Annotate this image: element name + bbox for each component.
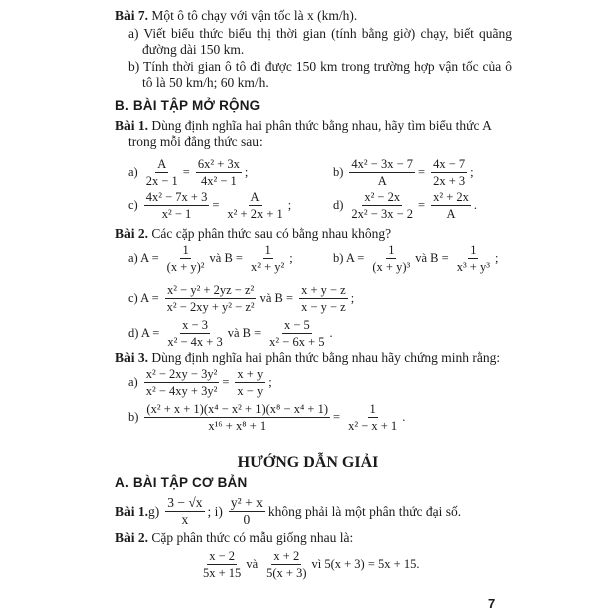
punctuation: ; — [287, 198, 292, 212]
item-label: c) A = — [128, 291, 159, 305]
numerator: x + y — [237, 367, 264, 381]
ex2b — [333, 243, 501, 274]
numerator: x + 2 — [273, 549, 300, 563]
ex3a — [128, 367, 275, 398]
conjunction: và B = — [259, 291, 294, 305]
numerator: x − 3 — [182, 318, 208, 332]
solution-2-expr: $\frac{x - 2}{5x + 15}$ và $\frac{x + 2}{5(x + 3)}$ vì 5(x + 3) = 5x + 15. — [203, 549, 420, 580]
numerator: 4x − 7 — [433, 157, 466, 171]
item-label: d) — [333, 198, 344, 212]
denominator: 4x² − 1 — [200, 174, 237, 188]
denominator: x³ + y³ — [456, 260, 490, 274]
punctuation: . — [473, 198, 478, 212]
page-number: 7 — [488, 596, 496, 611]
fraction-right — [235, 367, 265, 398]
fraction-left — [144, 157, 180, 188]
conjunction: và B = — [415, 251, 449, 265]
fraction-right — [225, 190, 284, 221]
denominator: x — [181, 512, 189, 527]
item-label: b) A = — [333, 251, 365, 265]
equals-sign: = — [333, 410, 341, 424]
item-label: a) — [128, 165, 138, 179]
numerator: A — [250, 190, 260, 204]
section-heading-b: B. BÀI TẬP MỞ RỘNG — [115, 98, 261, 113]
ex3b — [128, 402, 408, 433]
ext-exercise-1: Bài 1. Dùng định nghĩa hai phân thức bằng nhau, hãy tìm biểu thức A — [115, 118, 492, 133]
denominator: A — [446, 207, 456, 221]
denominator: x² − x + 1 — [348, 419, 398, 433]
denominator: x² + y² — [250, 260, 285, 274]
ex1b — [333, 157, 477, 188]
solutions-title: HƯỚNG DẪN GIẢI — [237, 454, 379, 471]
conjunction: và B = — [227, 326, 262, 340]
equals-sign: = — [418, 198, 426, 212]
fraction-left — [165, 283, 257, 314]
fraction — [201, 549, 243, 580]
ex1d — [333, 190, 480, 221]
numerator: x² + 2x — [433, 190, 469, 204]
denominator: x² − 1 — [161, 207, 192, 221]
denominator: 2x − 1 — [145, 174, 178, 188]
ext-exercise-3: Bài 3. Dùng định nghĩa hai phân thức bằng nhau hãy chứng minh rằng: — [115, 350, 501, 365]
item-label: b) — [128, 410, 139, 424]
punctuation: ; — [494, 251, 499, 265]
exercise-7a: a) Viết biểu thức biểu thị thời gian (tính bằng giờ) chạy, biết quãng đường dài 150 km. — [128, 26, 512, 57]
item-label: b) — [333, 165, 344, 179]
numerator: 1 — [182, 243, 189, 257]
fraction — [165, 496, 204, 527]
fraction-right — [346, 402, 399, 433]
item-label: a) — [128, 375, 138, 389]
ex2a — [128, 243, 296, 274]
punctuation: ; — [244, 165, 249, 179]
fraction-left — [144, 367, 220, 398]
denominator: (x + y)² — [166, 260, 205, 274]
item-label: d) A = — [128, 326, 160, 340]
denominator: x² − 4x + 3 — [167, 335, 223, 349]
ext-exercise-1-cont: trong mỗi đẳng thức sau: — [128, 134, 263, 149]
fraction-left — [144, 402, 330, 433]
fraction — [264, 549, 308, 580]
fraction-left — [349, 157, 415, 188]
fraction-left — [165, 243, 207, 274]
numerator: 1 — [470, 243, 477, 257]
denominator: (x + y)³ — [372, 260, 411, 274]
denominator: x² − 6x + 5 — [269, 335, 325, 349]
numerator: 4x² − 7x + 3 — [145, 190, 208, 204]
fraction-left — [370, 243, 412, 274]
punctuation: ; — [268, 375, 272, 389]
numerator: x + y − z — [301, 283, 346, 297]
denominator: 5x + 15 — [203, 566, 242, 580]
denominator: 0 — [243, 512, 251, 527]
ex2c — [128, 283, 357, 314]
ex1a — [128, 157, 251, 188]
fraction-right — [299, 283, 348, 314]
item-label: a) A = — [128, 251, 159, 265]
equals-sign: = — [222, 375, 230, 389]
denominator: 5(x + 3) — [266, 566, 307, 580]
punctuation: . — [329, 326, 333, 340]
denominator: 2x + 3 — [433, 174, 466, 188]
fraction — [229, 496, 265, 527]
fraction-right — [249, 243, 286, 274]
numerator: 6x² + 3x — [197, 157, 240, 171]
numerator: (x² + x + 1)(x⁴ − x² + 1)(x⁸ − x⁴ + 1) — [146, 402, 329, 416]
numerator: 1 — [388, 243, 395, 257]
conjunction: và B = — [209, 251, 243, 265]
numerator: x² − 2x — [364, 190, 401, 204]
denominator: x¹⁶ + x⁸ + 1 — [208, 419, 267, 433]
numerator: 4x² − 3x − 7 — [351, 157, 414, 171]
solution-2: Bài 2. Cặp phân thức có mẫu giống nhau là: — [115, 530, 354, 545]
fraction-right — [431, 190, 471, 221]
denominator: x − y — [237, 384, 264, 398]
fraction-left — [165, 318, 224, 349]
punctuation: . — [402, 410, 406, 424]
denominator: 2x² − 3x − 2 — [351, 207, 414, 221]
item-label: c) — [128, 198, 138, 212]
section-heading-a: A. BÀI TẬP CƠ BẢN — [115, 475, 248, 490]
equals-sign: = — [418, 165, 426, 179]
numerator: 3 − √x — [167, 495, 203, 510]
equals-sign: = — [182, 165, 190, 179]
numerator: A — [157, 157, 167, 171]
fraction-left — [144, 190, 210, 221]
denominator: x − y − z — [301, 300, 346, 314]
denominator: x² + 2x + 1 — [227, 207, 283, 221]
punctuation: ; — [289, 251, 293, 265]
denominator: A — [377, 174, 387, 188]
numerator: x² − y² + 2yz − z² — [167, 283, 255, 297]
ex1c — [128, 190, 294, 221]
numerator: x − 2 — [209, 549, 236, 563]
punctuation: ; — [470, 165, 474, 179]
denominator: x² − 4xy + 3y² — [145, 384, 218, 398]
equals-sign: = — [212, 198, 220, 212]
fraction-right — [196, 157, 242, 188]
numerator: y² + x — [230, 495, 263, 510]
punctuation: ; — [350, 291, 355, 305]
solution-1: Bài 1. g) $\frac{3 - √x}{x}$ ; i) $\frac{\text{y² + x}}{0}$ không phải là một phân thức đại số. — [115, 495, 462, 527]
ext-exercise-2: Bài 2. Các cặp phân thức sau có bằng nhau không? — [115, 226, 392, 241]
exercise-7b: b) Tính thời gian ô tô đi được 150 km trong trường hợp vận tốc của ô tô là 50 km/h; 60 km/h. — [128, 59, 512, 90]
fraction-left — [349, 190, 415, 221]
numerator: x² − 2xy − 3y² — [145, 367, 218, 381]
denominator: x² − 2xy + y² − z² — [166, 300, 255, 314]
numerator: x − 5 — [283, 318, 310, 332]
fraction-right — [267, 318, 326, 349]
numerator: 1 — [369, 402, 376, 416]
fraction-right — [455, 243, 492, 274]
fraction-right — [431, 157, 467, 188]
numerator: 1 — [264, 243, 271, 257]
ex2d — [128, 318, 336, 349]
exercise-7: Bài 7. Một ô tô chạy với vận tốc là x (km/h). — [115, 8, 358, 23]
